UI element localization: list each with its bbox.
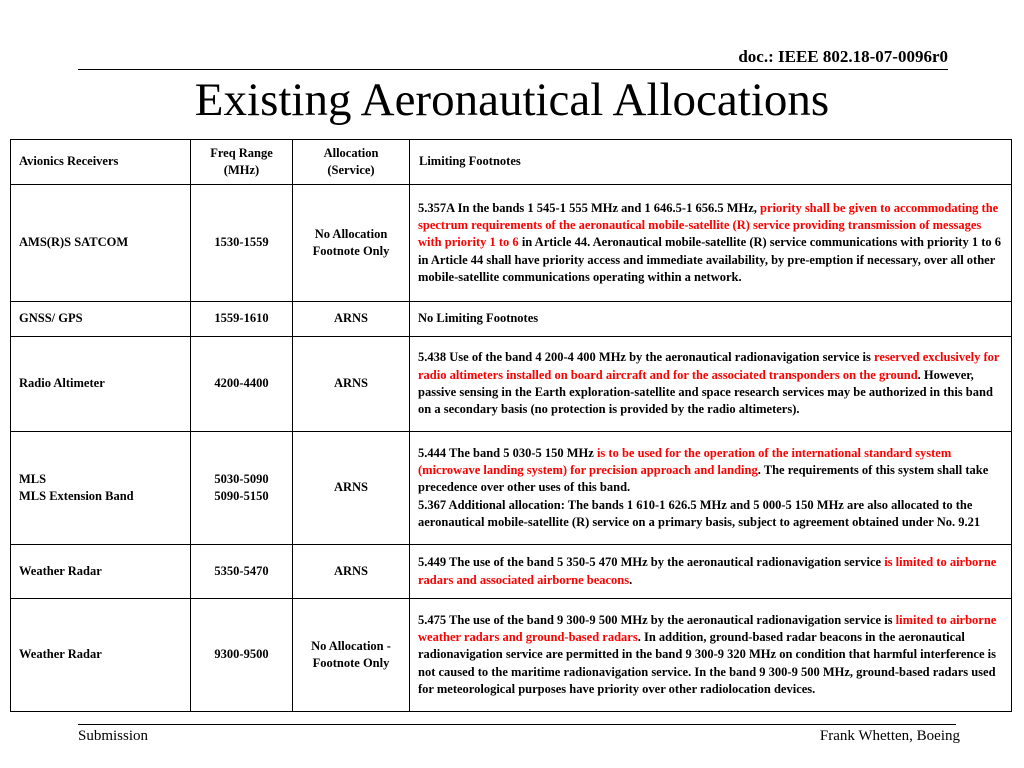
allocations-table [10, 139, 1012, 712]
receiver-cell [11, 302, 191, 337]
freq-range-cell [191, 185, 293, 302]
footnote-cell [410, 302, 1012, 337]
footnote-highlight-text: is limited to airborne radars and associated airborne beacons [418, 555, 997, 587]
freq-range-cell-text: 1559-1610 [214, 311, 269, 326]
allocation-cell [293, 599, 410, 712]
allocation-cell-text: Footnote Only [312, 244, 390, 258]
allocation-cell-text: Footnote Only [312, 656, 390, 670]
freq-range-cell-text: 5030-5090 [214, 471, 269, 486]
allocation-cell-text: ARNS [333, 480, 369, 495]
freq-range-cell [191, 302, 293, 337]
table-row [11, 545, 1012, 599]
receiver-cell-text: GNSS/ GPS [19, 311, 83, 326]
table-row [11, 302, 1012, 337]
allocation-cell-text: ARNS [333, 311, 369, 326]
footnote-cell [410, 599, 1012, 712]
header-divider [78, 69, 948, 70]
receiver-cell-text: MLS [19, 471, 47, 486]
footnote-cell [410, 185, 1012, 302]
allocation-cell [293, 185, 410, 302]
table-row [11, 432, 1012, 545]
footnote-text: . [629, 572, 633, 587]
footnote-text: 5.438 Use of the band 4 200-4 400 MHz by the aeronautical radionavigation service is [418, 350, 874, 365]
footnote-text: . However, passive sensing in the Earth exploration-satellite and space research services may be authorized in this band on a secondary basis (no protection is provided by the radio altimeters). [418, 367, 993, 417]
receiver-cell-text: Radio Altimeter [19, 376, 105, 391]
table-row [11, 337, 1012, 432]
footnote-text: . In addition, ground-based radar beacons in the aeronautical radionavigation service are permitted in the band 9 300-9 320 MHz on condition that harmful interference is not caused to the maritime radionavigation service. In the band 9 300-9 500 MHz, ground-based radars used for meteorological purposes have priority over other radiolocation devices. [418, 630, 996, 696]
slide-title: Existing Aeronautical Allocations [194, 74, 830, 126]
footer-author: Frank Whetten, Boeing [819, 728, 960, 744]
freq-range-cell [191, 599, 293, 712]
footnote-cell [410, 337, 1012, 432]
receiver-cell [11, 599, 191, 712]
footnote-highlight-text: priority shall be given to accommodating the spectrum requirements of the aeronautical mobile-satellite (R) service providing transmission of messages with priority 1 to 6 [418, 200, 999, 250]
allocation-cell-text: No Allocation - [311, 638, 391, 653]
footnote-highlight-text: limited to airborne weather radars and ground-based radars [418, 612, 997, 645]
footnote-highlight-text: reserved exclusively for radio altimeters installed on board aircraft and for the associated transponders on the ground [418, 350, 1000, 382]
freq-range-cell-text: 1530-1559 [214, 235, 269, 250]
header-avionics-receivers: Avionics Receivers [11, 140, 191, 185]
freq-range-cell-text: 5350-5470 [214, 563, 269, 578]
footer-divider [78, 724, 956, 725]
table-body [11, 185, 1012, 712]
document-id: doc.: IEEE 802.18-07-0096r0 [738, 47, 948, 66]
allocation-cell-text: ARNS [333, 376, 369, 391]
allocation-cell-text: ARNS [333, 563, 369, 578]
freq-range-cell [191, 545, 293, 599]
receiver-cell-text: MLS Extension Band [19, 489, 134, 503]
footnote-text: 5.449 The use of the band 5 350-5 470 MHz by the aeronautical radionavigation service [418, 555, 885, 570]
receiver-cell [11, 337, 191, 432]
footnote-text: 5.357A In the bands 1 545-1 555 MHz and 1 646.5-1 656.5 MHz, [418, 200, 761, 215]
receiver-cell-text: Weather Radar [19, 563, 102, 578]
receiver-cell [11, 432, 191, 545]
freq-range-cell-text: 5090-5150 [214, 489, 269, 503]
footnote-cell [410, 432, 1012, 545]
footer-submission: Submission [78, 728, 149, 744]
footnote-cell [410, 545, 1012, 599]
header-freq-range: Freq Range (MHz) [191, 140, 293, 185]
receiver-cell [11, 185, 191, 302]
footnote-highlight-text: is to be used for the operation of the international standard system (microwave landing system) for precision approach and landing [418, 445, 952, 478]
footnote-text: . The requirements of this system shall take precedence over other uses of this band. [418, 463, 989, 495]
receiver-cell-text: AMS(R)S SATCOM [19, 235, 129, 250]
table-row [11, 599, 1012, 712]
header-limiting-footnotes: Limiting Footnotes [410, 140, 1012, 185]
freq-range-cell-text: 4200-4400 [214, 376, 269, 391]
freq-range-cell [191, 432, 293, 545]
receiver-cell-text: Weather Radar [19, 647, 102, 662]
allocation-cell [293, 545, 410, 599]
footnote-text: 5.444 The band 5 030-5 150 MHz [418, 445, 597, 460]
allocation-cell [293, 432, 410, 545]
footnote-text: in Article 44. Aeronautical mobile-satellite (R) service communications with priority 1 to 6 in Article 44 shall have priority access and immediate availability, by pre-emption if necessary, over all other mobile-satellite communications operating within a network. [418, 235, 1002, 284]
table-header-row [11, 140, 1012, 185]
allocation-cell-text: No Allocation [314, 226, 388, 241]
header-allocation: Allocation (Service) [293, 140, 410, 185]
allocation-cell [293, 337, 410, 432]
freq-range-cell-text: 9300-9500 [214, 647, 269, 662]
footnote-text: 5.475 The use of the band 9 300-9 500 MHz by the aeronautical radionavigation service is [418, 612, 896, 627]
receiver-cell [11, 545, 191, 599]
allocation-cell [293, 302, 410, 337]
footnote-text: No Limiting Footnotes [418, 311, 539, 326]
footnote-text: 5.367 Additional allocation: The bands 1 610-1 626.5 MHz and 5 000-5 150 MHz are also allocated to the aeronautical mobile-satellite (R) service on a primary basis, subject to agreement obtained under No. 9.21 [418, 497, 981, 529]
table-row [11, 185, 1012, 302]
freq-range-cell [191, 337, 293, 432]
